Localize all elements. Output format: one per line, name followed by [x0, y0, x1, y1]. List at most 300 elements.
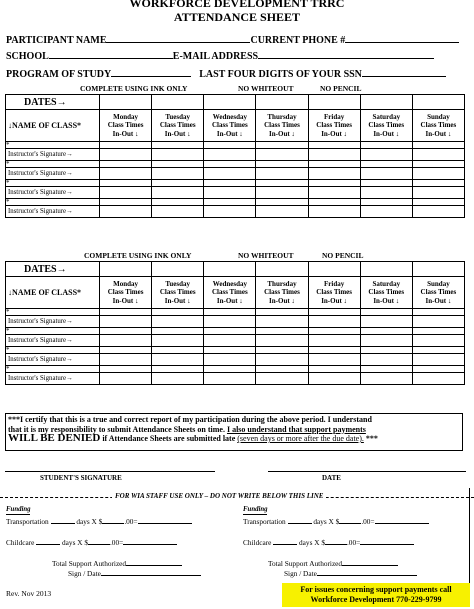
- signature-cell[interactable]: [256, 354, 308, 366]
- time-cell[interactable]: [412, 180, 464, 187]
- signature-cell[interactable]: [100, 149, 152, 161]
- signature-cell[interactable]: [100, 335, 152, 347]
- total-support-label: Total Support Authorized: [52, 559, 127, 568]
- form-subtitle: ATTENDANCE SHEET: [173, 10, 301, 24]
- signature-cell[interactable]: [152, 149, 204, 161]
- school-field[interactable]: [49, 49, 173, 59]
- signature-cell[interactable]: [204, 316, 256, 328]
- class-name-cell[interactable]: *: [6, 142, 100, 149]
- days-x-label: days X $: [76, 517, 103, 526]
- time-cell[interactable]: [152, 347, 204, 354]
- day-name: Monday: [113, 279, 139, 288]
- signature-cell[interactable]: [308, 206, 360, 218]
- day-name: Tuesday: [165, 279, 191, 288]
- time-cell[interactable]: [152, 142, 204, 149]
- class-times-label: Class Times: [211, 121, 248, 130]
- signature-cell[interactable]: [308, 354, 360, 366]
- transportation-row: [6, 516, 192, 526]
- in-out-label: In-Out ↓: [216, 296, 243, 305]
- in-out-label: In-Out ↓: [164, 129, 191, 138]
- time-cell[interactable]: [360, 142, 412, 149]
- signature-cell[interactable]: [360, 373, 412, 385]
- program-row: [6, 67, 446, 81]
- time-cell[interactable]: [256, 366, 308, 373]
- student-signature-line[interactable]: [5, 471, 215, 472]
- instructor-signature-row: [6, 316, 465, 328]
- day-header: [360, 110, 412, 142]
- signature-cell[interactable]: [256, 335, 308, 347]
- instructor-signature-label: Instructor's Signature→: [6, 206, 100, 218]
- signature-cell[interactable]: [360, 206, 412, 218]
- date-cell[interactable]: [412, 95, 464, 110]
- days-field[interactable]: [51, 516, 75, 524]
- signature-cell[interactable]: [308, 373, 360, 385]
- signature-cell[interactable]: [100, 206, 152, 218]
- attendance-table-1: [5, 94, 465, 218]
- amount-field[interactable]: [123, 537, 177, 545]
- time-cell[interactable]: [152, 180, 204, 187]
- in-out-label: In-Out ↓: [112, 129, 139, 138]
- sign-date-label: Sign / Date: [284, 569, 317, 578]
- rate-field[interactable]: [339, 516, 361, 524]
- instructor-signature-row: [6, 149, 465, 161]
- time-cell[interactable]: [100, 199, 152, 206]
- no-whiteout-notice: NO WHITEOUT: [238, 251, 294, 260]
- in-out-label: In-Out ↓: [373, 296, 400, 305]
- signature-cell[interactable]: [256, 373, 308, 385]
- cert-stars-open: ***: [8, 415, 20, 424]
- date-cell[interactable]: [100, 95, 152, 110]
- signature-cell[interactable]: [360, 168, 412, 180]
- time-cell[interactable]: [360, 366, 412, 373]
- time-cell[interactable]: [204, 161, 256, 168]
- childcare-label: Childcare: [243, 538, 272, 547]
- signature-cell[interactable]: [204, 373, 256, 385]
- signature-cell[interactable]: [204, 187, 256, 199]
- school-row: [6, 49, 434, 63]
- class-name-cell[interactable]: *: [6, 347, 100, 354]
- signature-cell[interactable]: [256, 206, 308, 218]
- rate-field[interactable]: [88, 537, 110, 545]
- instructor-signature-row: [6, 373, 465, 385]
- time-cell[interactable]: [360, 309, 412, 316]
- form-title: WORKFORCE DEVELOPMENT TRRC: [129, 0, 345, 10]
- rate-field[interactable]: [102, 516, 124, 524]
- days-field[interactable]: [273, 537, 297, 545]
- ssn-field[interactable]: [362, 67, 446, 77]
- time-cell[interactable]: [100, 142, 152, 149]
- day-header: [412, 277, 464, 309]
- instructor-signature-label: Instructor's Signature→: [6, 335, 100, 347]
- time-cell[interactable]: [412, 161, 464, 168]
- instructor-signature-label: Instructor's Signature→: [6, 316, 100, 328]
- childcare-row: [6, 537, 177, 547]
- date-cell[interactable]: [360, 262, 412, 277]
- time-cell[interactable]: [152, 161, 204, 168]
- participant-name-label: PARTICIPANT NAME: [6, 35, 107, 46]
- time-cell[interactable]: [360, 180, 412, 187]
- time-cell[interactable]: [256, 142, 308, 149]
- childcare-label: Childcare: [6, 538, 35, 547]
- class-name-cell[interactable]: *: [6, 161, 100, 168]
- student-signature-label: STUDENT'S SIGNATURE: [40, 474, 122, 482]
- signature-cell[interactable]: [100, 354, 152, 366]
- transportation-row: [243, 516, 429, 526]
- support-contact-line-1: For issues concerning support payments call: [300, 585, 452, 594]
- childcare-row: [243, 537, 414, 547]
- day-name: Friday: [324, 279, 345, 288]
- signature-cell[interactable]: [412, 373, 464, 385]
- current-phone-field[interactable]: [345, 33, 459, 43]
- cert-stars-close: ***: [363, 434, 378, 443]
- day-header: [100, 277, 152, 309]
- cert-line-2b: I also understand that support payments: [226, 424, 366, 434]
- class-name-cell[interactable]: *: [6, 309, 100, 316]
- instructor-signature-row: [6, 187, 465, 199]
- day-header-row: [6, 277, 465, 309]
- date-label: DATE: [322, 474, 341, 482]
- signature-cell[interactable]: [204, 354, 256, 366]
- time-cell[interactable]: [152, 366, 204, 373]
- time-cell[interactable]: [412, 142, 464, 149]
- time-cell[interactable]: [100, 309, 152, 316]
- cert-line-2a: that it is my responsibility to submit Attendance Sheets on time.: [8, 424, 227, 434]
- time-cell[interactable]: [308, 199, 360, 206]
- signature-cell[interactable]: [152, 373, 204, 385]
- signature-cell[interactable]: [152, 316, 204, 328]
- in-out-label: In-Out ↓: [425, 296, 452, 305]
- sign-date-row: [68, 568, 201, 578]
- signature-cell[interactable]: [412, 206, 464, 218]
- class-entry-row: [6, 366, 465, 373]
- day-name: Saturday: [372, 279, 401, 288]
- signature-cell[interactable]: [152, 206, 204, 218]
- instructor-signature-label: Instructor's Signature→: [6, 149, 100, 161]
- days-x-label: days X $: [62, 538, 88, 547]
- transportation-label: Transportation: [6, 517, 49, 526]
- class-times-label: Class Times: [420, 288, 457, 297]
- time-cell[interactable]: [256, 309, 308, 316]
- time-cell[interactable]: [412, 328, 464, 335]
- day-name: Wednesday: [212, 279, 247, 288]
- equals-label: .00=: [109, 538, 124, 547]
- signature-cell[interactable]: [308, 149, 360, 161]
- no-whiteout-notice: NO WHITEOUT: [238, 84, 294, 93]
- day-header: [100, 110, 152, 142]
- signature-cell[interactable]: [256, 316, 308, 328]
- program-label: PROGRAM OF STUDY: [6, 69, 112, 80]
- time-cell[interactable]: [360, 199, 412, 206]
- revision-label: Rev. Nov 2013: [6, 589, 52, 598]
- equals-label: .00=: [124, 517, 138, 526]
- instructor-signature-label: Instructor's Signature→: [6, 373, 100, 385]
- in-out-label: In-Out ↓: [112, 296, 139, 305]
- email-field[interactable]: [258, 49, 434, 59]
- date-cell[interactable]: [204, 95, 256, 110]
- days-field[interactable]: [36, 537, 60, 545]
- time-cell[interactable]: [152, 199, 204, 206]
- day-header-row: [6, 110, 465, 142]
- time-cell[interactable]: [100, 366, 152, 373]
- date-cell[interactable]: [360, 95, 412, 110]
- class-entry-row: [6, 309, 465, 316]
- day-name: Sunday: [427, 112, 450, 121]
- signature-cell[interactable]: [204, 149, 256, 161]
- class-times-label: Class Times: [368, 121, 405, 130]
- date-cell[interactable]: [308, 95, 360, 110]
- time-cell[interactable]: [256, 161, 308, 168]
- class-entry-row: [6, 142, 465, 149]
- in-out-label: In-Out ↓: [321, 296, 348, 305]
- dates-label: DATES→: [6, 262, 100, 277]
- day-name: Thursday: [267, 112, 297, 121]
- date-cell[interactable]: [412, 262, 464, 277]
- certification-box: [5, 413, 463, 451]
- date-cell[interactable]: [256, 95, 308, 110]
- rate-field[interactable]: [325, 537, 347, 545]
- dates-row: [6, 262, 465, 277]
- time-cell[interactable]: [204, 180, 256, 187]
- days-field[interactable]: [288, 516, 312, 524]
- signature-cell[interactable]: [412, 168, 464, 180]
- signature-cell[interactable]: [308, 335, 360, 347]
- school-label: SCHOOL: [6, 51, 49, 62]
- ink-only-notice: COMPLETE USING INK ONLY: [84, 251, 192, 260]
- transportation-label: Transportation: [243, 517, 286, 526]
- class-times-label: Class Times: [316, 121, 352, 130]
- class-times-label: Class Times: [107, 288, 144, 297]
- time-cell[interactable]: [204, 199, 256, 206]
- day-header: [308, 110, 360, 142]
- time-cell[interactable]: [256, 180, 308, 187]
- class-name-label: ↓NAME OF CLASS*: [6, 277, 100, 309]
- signature-cell[interactable]: [152, 168, 204, 180]
- class-name-cell[interactable]: *: [6, 180, 100, 187]
- signature-cell[interactable]: [152, 354, 204, 366]
- total-support-row: [52, 558, 182, 568]
- time-cell[interactable]: [308, 347, 360, 354]
- time-cell[interactable]: [360, 347, 412, 354]
- signature-cell[interactable]: [360, 316, 412, 328]
- equals-label: .00=: [361, 517, 375, 526]
- in-out-label: In-Out ↓: [216, 129, 243, 138]
- current-phone-label: CURRENT PHONE #: [250, 35, 346, 46]
- attendance-table-2: [5, 261, 465, 385]
- amount-field[interactable]: [375, 516, 429, 524]
- in-out-label: In-Out ↓: [269, 296, 295, 305]
- time-cell[interactable]: [256, 199, 308, 206]
- day-name: Thursday: [267, 279, 297, 288]
- day-header: [412, 110, 464, 142]
- date-cell[interactable]: [152, 262, 204, 277]
- cert-line-3b: (seven days or more after the due date).: [237, 434, 364, 443]
- instructor-signature-row: [6, 168, 465, 180]
- day-header: [204, 110, 256, 142]
- date-cell[interactable]: [100, 262, 152, 277]
- funding-label: Funding: [243, 506, 268, 513]
- days-x-label: days X $: [313, 517, 340, 526]
- day-header: [256, 110, 308, 142]
- class-entry-row: [6, 180, 465, 187]
- signature-cell[interactable]: [256, 168, 308, 180]
- class-times-label: Class Times: [159, 288, 196, 297]
- day-header: [360, 277, 412, 309]
- program-field[interactable]: [111, 67, 191, 77]
- signature-cell[interactable]: [204, 206, 256, 218]
- sign-date-field[interactable]: [101, 568, 201, 576]
- day-name: Monday: [113, 112, 139, 121]
- signature-cell[interactable]: [100, 316, 152, 328]
- dates-row: [6, 95, 465, 110]
- no-pencil-notice: NO PENCIL: [320, 84, 362, 93]
- funding-underline: [6, 514, 30, 515]
- time-cell[interactable]: [204, 347, 256, 354]
- time-cell[interactable]: [360, 161, 412, 168]
- time-cell[interactable]: [412, 309, 464, 316]
- class-times-label: Class Times: [264, 121, 300, 130]
- total-support-field[interactable]: [342, 558, 398, 566]
- signature-cell[interactable]: [256, 149, 308, 161]
- signature-cell[interactable]: [100, 187, 152, 199]
- time-cell[interactable]: [256, 347, 308, 354]
- signature-cell[interactable]: [360, 149, 412, 161]
- participant-name-field[interactable]: [106, 33, 250, 43]
- signature-cell[interactable]: [412, 149, 464, 161]
- class-entry-row: [6, 347, 465, 354]
- time-cell[interactable]: [308, 309, 360, 316]
- email-label: E-MAIL ADDRESS: [172, 51, 259, 62]
- total-support-row: [268, 558, 398, 568]
- instructor-signature-row: [6, 206, 465, 218]
- signature-cell[interactable]: [152, 187, 204, 199]
- signature-cell[interactable]: [204, 168, 256, 180]
- cert-line-1: I certify that this is a true and correct report of my participation during the above period. I understand: [20, 415, 372, 424]
- in-out-label: In-Out ↓: [269, 129, 295, 138]
- signature-cell[interactable]: [412, 335, 464, 347]
- class-times-label: Class Times: [159, 121, 196, 130]
- signature-cell[interactable]: [308, 187, 360, 199]
- in-out-label: In-Out ↓: [373, 129, 400, 138]
- time-cell[interactable]: [100, 180, 152, 187]
- time-cell[interactable]: [204, 328, 256, 335]
- ssn-label: LAST FOUR DIGITS OF YOUR SSN: [199, 69, 362, 80]
- signature-cell[interactable]: [308, 316, 360, 328]
- in-out-label: In-Out ↓: [164, 296, 191, 305]
- class-times-label: Class Times: [316, 288, 352, 297]
- class-name-cell[interactable]: *: [6, 199, 100, 206]
- support-contact-box: [282, 583, 470, 607]
- day-header: [152, 110, 204, 142]
- day-header: [256, 277, 308, 309]
- class-times-label: Class Times: [107, 121, 144, 130]
- class-times-label: Class Times: [211, 288, 248, 297]
- time-cell[interactable]: [100, 347, 152, 354]
- signature-cell[interactable]: [100, 373, 152, 385]
- instructor-signature-label: Instructor's Signature→: [6, 354, 100, 366]
- signature-cell[interactable]: [204, 335, 256, 347]
- time-cell[interactable]: [100, 328, 152, 335]
- date-cell[interactable]: [152, 95, 204, 110]
- signature-cell[interactable]: [412, 187, 464, 199]
- time-cell[interactable]: [100, 161, 152, 168]
- cert-line-3a: if Attendance Sheets are submitted late: [100, 434, 238, 443]
- date-cell[interactable]: [256, 262, 308, 277]
- time-cell[interactable]: [360, 328, 412, 335]
- signature-cell[interactable]: [412, 316, 464, 328]
- in-out-label: In-Out ↓: [321, 129, 348, 138]
- in-out-label: In-Out ↓: [425, 129, 452, 138]
- time-cell[interactable]: [308, 161, 360, 168]
- time-cell[interactable]: [412, 199, 464, 206]
- participant-row: [6, 33, 459, 47]
- signature-cell[interactable]: [412, 354, 464, 366]
- amount-field[interactable]: [360, 537, 414, 545]
- days-x-label: days X $: [299, 538, 325, 547]
- dates-label: DATES→: [6, 95, 100, 110]
- day-name: Tuesday: [165, 112, 191, 121]
- class-times-label: Class Times: [264, 288, 300, 297]
- sign-date-field[interactable]: [317, 568, 417, 576]
- day-name: Saturday: [372, 112, 401, 121]
- class-entry-row: [6, 328, 465, 335]
- staff-use-only-notice: FOR WIA STAFF USE ONLY – DO NOT WRITE BELOW THIS LINE: [112, 492, 326, 500]
- date-cell[interactable]: [204, 262, 256, 277]
- time-cell[interactable]: [308, 142, 360, 149]
- time-cell[interactable]: [412, 366, 464, 373]
- amount-field[interactable]: [138, 516, 192, 524]
- day-name: Sunday: [427, 279, 450, 288]
- will-be-denied: WILL BE DENIED: [8, 432, 101, 444]
- class-times-label: Class Times: [420, 121, 457, 130]
- time-cell[interactable]: [308, 180, 360, 187]
- right-margin-line: [469, 488, 470, 586]
- funding-label: Funding: [6, 506, 31, 513]
- instructor-signature-row: [6, 354, 465, 366]
- day-header: [152, 277, 204, 309]
- day-header: [308, 277, 360, 309]
- time-cell[interactable]: [308, 366, 360, 373]
- day-name: Wednesday: [212, 112, 247, 121]
- time-cell[interactable]: [204, 309, 256, 316]
- class-name-cell[interactable]: *: [6, 328, 100, 335]
- time-cell[interactable]: [308, 328, 360, 335]
- support-contact-line-2: Workforce Development 770-229-9799: [310, 595, 442, 604]
- signature-cell[interactable]: [308, 168, 360, 180]
- time-cell[interactable]: [256, 328, 308, 335]
- no-pencil-notice: NO PENCIL: [322, 251, 364, 260]
- signature-cell[interactable]: [360, 187, 412, 199]
- time-cell[interactable]: [204, 142, 256, 149]
- signature-cell[interactable]: [152, 335, 204, 347]
- class-entry-row: [6, 199, 465, 206]
- sign-date-label: Sign / Date: [68, 569, 101, 578]
- instructor-signature-label: Instructor's Signature→: [6, 187, 100, 199]
- class-name-cell[interactable]: *: [6, 366, 100, 373]
- time-cell[interactable]: [204, 366, 256, 373]
- signature-cell[interactable]: [360, 354, 412, 366]
- time-cell[interactable]: [152, 328, 204, 335]
- date-cell[interactable]: [308, 262, 360, 277]
- signature-cell[interactable]: [100, 168, 152, 180]
- equals-label: .00=: [346, 538, 361, 547]
- total-support-field[interactable]: [126, 558, 182, 566]
- instructor-signature-label: Instructor's Signature→: [6, 168, 100, 180]
- time-cell[interactable]: [412, 347, 464, 354]
- date-line[interactable]: [268, 471, 466, 472]
- time-cell[interactable]: [152, 309, 204, 316]
- signature-cell[interactable]: [256, 187, 308, 199]
- signature-cell[interactable]: [360, 335, 412, 347]
